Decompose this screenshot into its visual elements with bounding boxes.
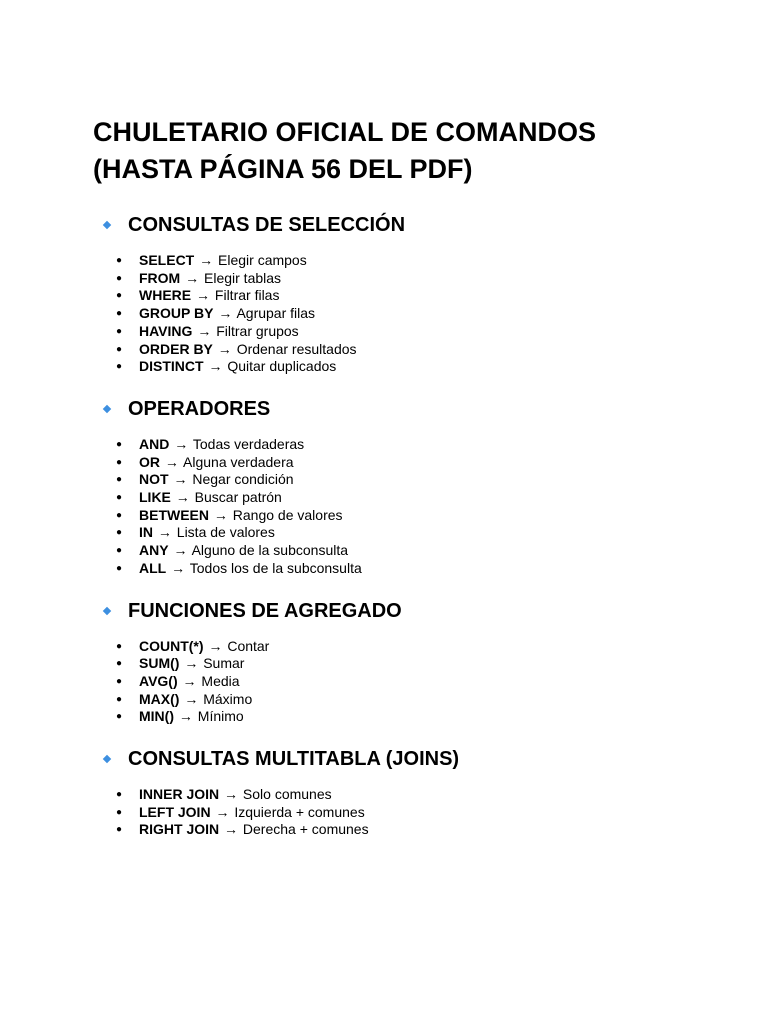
arrow-right-icon: → [157,524,172,541]
bullet-icon: ● [116,272,123,284]
command-name: ORDER BY [139,340,213,357]
list-item [93,786,733,804]
list-item [93,252,733,270]
command-description: Negar condición [192,471,294,488]
bullet-icon: ● [116,640,123,652]
command-description: Contar [227,637,270,654]
bullet-icon: ● [116,711,123,723]
arrow-right-icon: → [164,453,179,470]
list-item [93,436,733,454]
command-description: Alguna verdadera [183,453,294,470]
arrow-right-icon: → [218,305,233,322]
document-title [93,114,733,188]
command-name: IN [139,524,153,541]
list-item [93,270,733,288]
bullet-icon: ● [116,290,123,302]
command-name: BETWEEN [139,506,209,523]
command-description: Elegir campos [218,252,307,268]
list-item [93,287,733,305]
arrow-right-icon: → [178,708,193,725]
bullet-icon: ● [116,308,123,320]
command-description: Derecha + comunes [242,821,369,838]
arrow-right-icon: → [217,340,232,357]
list-item [93,804,733,822]
command-name: AND [139,435,170,452]
list-item [93,691,733,709]
section-heading-text: FUNCIONES DE AGREGADO [128,599,402,622]
list-item [93,471,733,489]
arrow-right-icon: → [182,672,197,689]
command-description: Rango de valores [232,506,343,523]
command-name: NOT [139,471,169,488]
arrow-right-icon: → [208,358,223,375]
list-item [93,821,733,839]
document-title-line-2: (HASTA PÁGINA 56 DEL PDF) [93,154,473,184]
diamond-bullet-icon [103,221,111,229]
list-item [93,358,733,376]
command-name: INNER JOIN [139,786,220,803]
list-item [93,560,733,578]
section [93,597,733,727]
section [93,211,733,376]
bullet-icon: ● [116,325,123,337]
command-description: Máximo [203,690,253,707]
command-list [93,638,733,727]
arrow-right-icon: → [175,489,190,506]
bullet-icon: ● [116,255,123,266]
command-description: Sumar [203,655,245,672]
command-list [93,252,733,376]
command-description: Solo comunes [242,786,332,803]
command-name: WHERE [139,287,192,304]
bullet-icon: ● [116,562,123,574]
section-heading-text: CONSULTAS MULTITABLA (JOINS) [128,748,460,771]
arrow-right-icon: → [174,435,189,452]
command-description: Izquierda + comunes [234,803,365,820]
arrow-right-icon: → [171,559,186,576]
document-title-line-1: CHULETARIO OFICIAL DE COMANDOS [93,117,596,147]
sections-container [93,211,733,839]
command-name: MIN() [139,708,174,725]
bullet-icon: ● [116,693,123,705]
command-name: RIGHT JOIN [139,821,220,838]
arrow-right-icon: → [199,252,214,268]
bullet-icon: ● [116,509,123,521]
bullet-icon: ● [116,658,123,670]
bullet-icon: ● [116,806,123,818]
command-description: Filtrar filas [214,287,280,304]
command-list [93,436,733,578]
diamond-bullet-icon [103,606,111,614]
bullet-icon: ● [116,789,123,801]
command-name: OR [139,453,160,470]
bullet-icon: ● [116,343,123,355]
bullet-icon: ● [116,492,123,504]
diamond-bullet-icon [103,405,111,413]
diamond-bullet-icon [103,755,111,763]
bullet-icon: ● [116,474,123,486]
list-item [93,542,733,560]
list-item [93,638,733,656]
bullet-icon: ● [116,361,123,373]
command-name: LEFT JOIN [139,803,211,820]
command-name: ALL [139,559,167,576]
list-item [93,454,733,472]
command-list [93,786,733,839]
arrow-right-icon: → [213,506,228,523]
arrow-right-icon: → [184,690,199,707]
command-name: SUM() [139,655,180,672]
arrow-right-icon: → [185,269,200,286]
list-item [93,708,733,726]
list-item [93,655,733,673]
section-heading-text: CONSULTAS DE SELECCIÓN [128,214,406,236]
command-description: Quitar duplicados [227,358,337,375]
command-description: Mínimo [197,708,244,725]
list-item [93,323,733,341]
command-name: DISTINCT [139,358,204,375]
arrow-right-icon: → [173,542,188,559]
command-description: Media [201,672,240,689]
command-description: Buscar patrón [194,489,282,506]
command-description: Filtrar grupos [216,322,299,339]
command-description: Agrupar filas [236,305,316,322]
bullet-icon: ● [116,527,123,539]
command-name: MAX() [139,690,180,707]
bullet-icon: ● [116,675,123,687]
bullet-icon: ● [116,438,123,450]
list-item [93,341,733,359]
list-item [93,507,733,525]
command-description: Todos los de la subconsulta [189,559,362,576]
list-item [93,489,733,507]
arrow-right-icon: → [224,821,239,838]
section-heading [93,395,733,423]
section-heading [93,745,733,773]
command-name: COUNT(*) [139,637,204,654]
command-description: Todas verdaderas [192,435,305,452]
arrow-right-icon: → [173,471,188,488]
bullet-icon: ● [116,824,123,836]
command-description: Ordenar resultados [236,340,357,357]
bullet-icon: ● [116,456,123,468]
arrow-right-icon: → [215,803,230,820]
arrow-right-icon: → [224,786,239,803]
arrow-right-icon: → [208,637,223,654]
command-description: Alguno de la subconsulta [191,542,349,559]
section [93,395,733,578]
section [93,745,733,839]
list-item [93,673,733,691]
command-name: GROUP BY [139,305,214,322]
command-description: Elegir tablas [204,269,282,286]
command-name: HAVING [139,322,193,339]
arrow-right-icon: → [196,287,211,304]
list-item [93,524,733,542]
arrow-right-icon: → [184,655,199,672]
command-name: SELECT [139,252,195,268]
command-name: AVG() [139,672,178,689]
document-page [93,114,733,858]
command-name: ANY [139,542,169,559]
arrow-right-icon: → [197,322,212,339]
section-heading-text: OPERADORES [128,397,271,420]
command-name: LIKE [139,489,171,506]
section-heading [93,211,733,239]
command-description: Lista de valores [176,524,275,541]
list-item [93,305,733,323]
bullet-icon: ● [116,545,123,557]
command-name: FROM [139,269,181,286]
section-heading [93,597,733,625]
